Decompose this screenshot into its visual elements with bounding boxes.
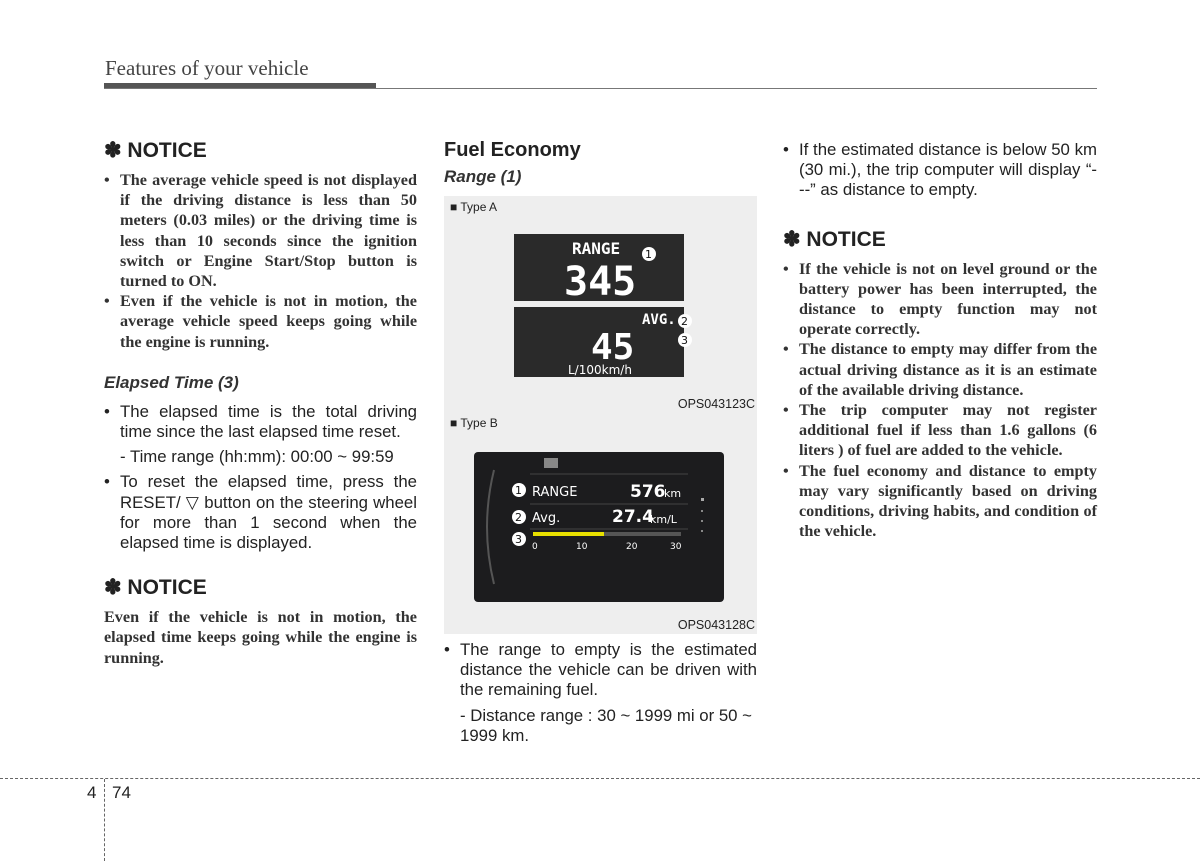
figure-label: ■ Type B (450, 416, 498, 430)
range-label: RANGE (572, 239, 621, 258)
fuel-scale-fill (533, 532, 604, 536)
notice-item: • The trip computer may not register additional fuel if less than 1.6 gallons (6 liters ) of fuel are added to the vehicle. (783, 400, 1097, 461)
notice-item: • If the vehicle is not on level ground or the battery power has been interrupted, the distance to empty function may not operate correctly. (783, 259, 1097, 340)
notice-item: • The distance to empty may differ from the actual driving distance as it is an estimate of the available driving distance. (783, 339, 1097, 400)
notice-text: Even if the vehicle is not in motion, the elapsed time keeps going while the engine is running. (104, 608, 417, 667)
header-rule (104, 88, 1097, 89)
scale-tick: 10 (576, 542, 588, 552)
unit-label: L/100km/h (568, 363, 632, 377)
avg-unit: km/L (650, 513, 677, 526)
callout-text: 3 (515, 533, 522, 546)
elapsed-subitem: - Time range (hh:mm): 00:00 ~ 99:59 (120, 447, 394, 467)
callout-text: 3 (681, 334, 688, 347)
elapsed-item: • To reset the elapsed time, press the RESET/ ▽ button on the steering wheel for more than 1 second when the elapsed time is displayed. (104, 472, 417, 553)
notice-heading-2: ✽ NOTICE (104, 576, 207, 600)
elapsed-time-heading: Elapsed Time (3) (104, 372, 239, 392)
middle-column-text (444, 640, 757, 751)
avg-label: Avg. (532, 511, 561, 526)
lcd-type-a (444, 196, 757, 413)
range-value: 576 (630, 482, 666, 502)
notice-heading: ✽ NOTICE (104, 139, 207, 162)
chapter-number: 4 (87, 783, 97, 802)
callout-text: 1 (515, 484, 522, 497)
notice-list-2 (783, 259, 1097, 542)
notice-heading-3: ✽ NOTICE (783, 227, 886, 251)
avg-value: 27.4 (612, 507, 654, 527)
callout-text: 2 (681, 315, 688, 328)
distance-item: • If the estimated distance is below 50 km (30 mi.), the trip computer will display “---” as distance to empty. (783, 140, 1097, 201)
left-column (104, 138, 417, 668)
notice-item: • Even if the vehicle is not in motion, the average vehicle speed keeps going while the engine is running. (104, 291, 417, 352)
callout-text: 1 (645, 248, 652, 261)
notice-list (104, 170, 417, 352)
range-value: 345 (564, 259, 637, 305)
figure-label: ■ Type A (450, 200, 498, 214)
range-label: RANGE (532, 485, 578, 500)
distance-list (783, 140, 1097, 201)
footer-rule (0, 778, 1200, 779)
scale-tick: 20 (626, 542, 638, 552)
scale-tick: 30 (670, 542, 682, 552)
figure-type-b (444, 412, 757, 634)
page-header-title: Features of your vehicle (105, 56, 309, 80)
range-item: • The range to empty is the estimated distance the vehicle can be driven with the remaining fuel. (444, 640, 757, 701)
avg-value: 45 (591, 327, 635, 368)
middle-column (444, 138, 757, 196)
range-subitem: - Distance range : 30 ~ 1999 mi or 50 ~ 1999 km. (460, 705, 752, 745)
page-number: 74 (112, 783, 131, 802)
range-unit: km (664, 487, 682, 500)
lcd-type-b (444, 412, 757, 634)
fuel-pump-icon (544, 458, 558, 468)
figure-code: OPS043128C (677, 618, 755, 632)
range-heading: Range (1) (444, 167, 522, 186)
notice-item: • The fuel economy and distance to empty may vary significantly based on driving conditions, driving habits, and condition of the vehicle. (783, 461, 1097, 542)
right-column (783, 140, 1097, 541)
fuel-economy-heading: Fuel Economy (444, 139, 581, 161)
avg-label: AVG. (642, 312, 676, 328)
scale-tick: 0 (532, 542, 538, 552)
elapsed-list (104, 402, 417, 442)
range-list (444, 640, 757, 701)
notice-item: • The average vehicle speed is not displayed if the driving distance is less than 50 meters (0.03 miles) or the driving time is less than 10 seconds since the ignition switch or Engine Start/Stop button is turned to ON. (104, 170, 417, 291)
elapsed-item: • The elapsed time is the total driving time since the last elapsed time reset. (104, 402, 417, 442)
figure-type-a (444, 196, 757, 413)
elapsed-list-2 (104, 472, 417, 553)
footer-divider (104, 779, 105, 861)
callout-text: 2 (515, 511, 522, 524)
figure-code: OPS043123C (677, 397, 755, 411)
